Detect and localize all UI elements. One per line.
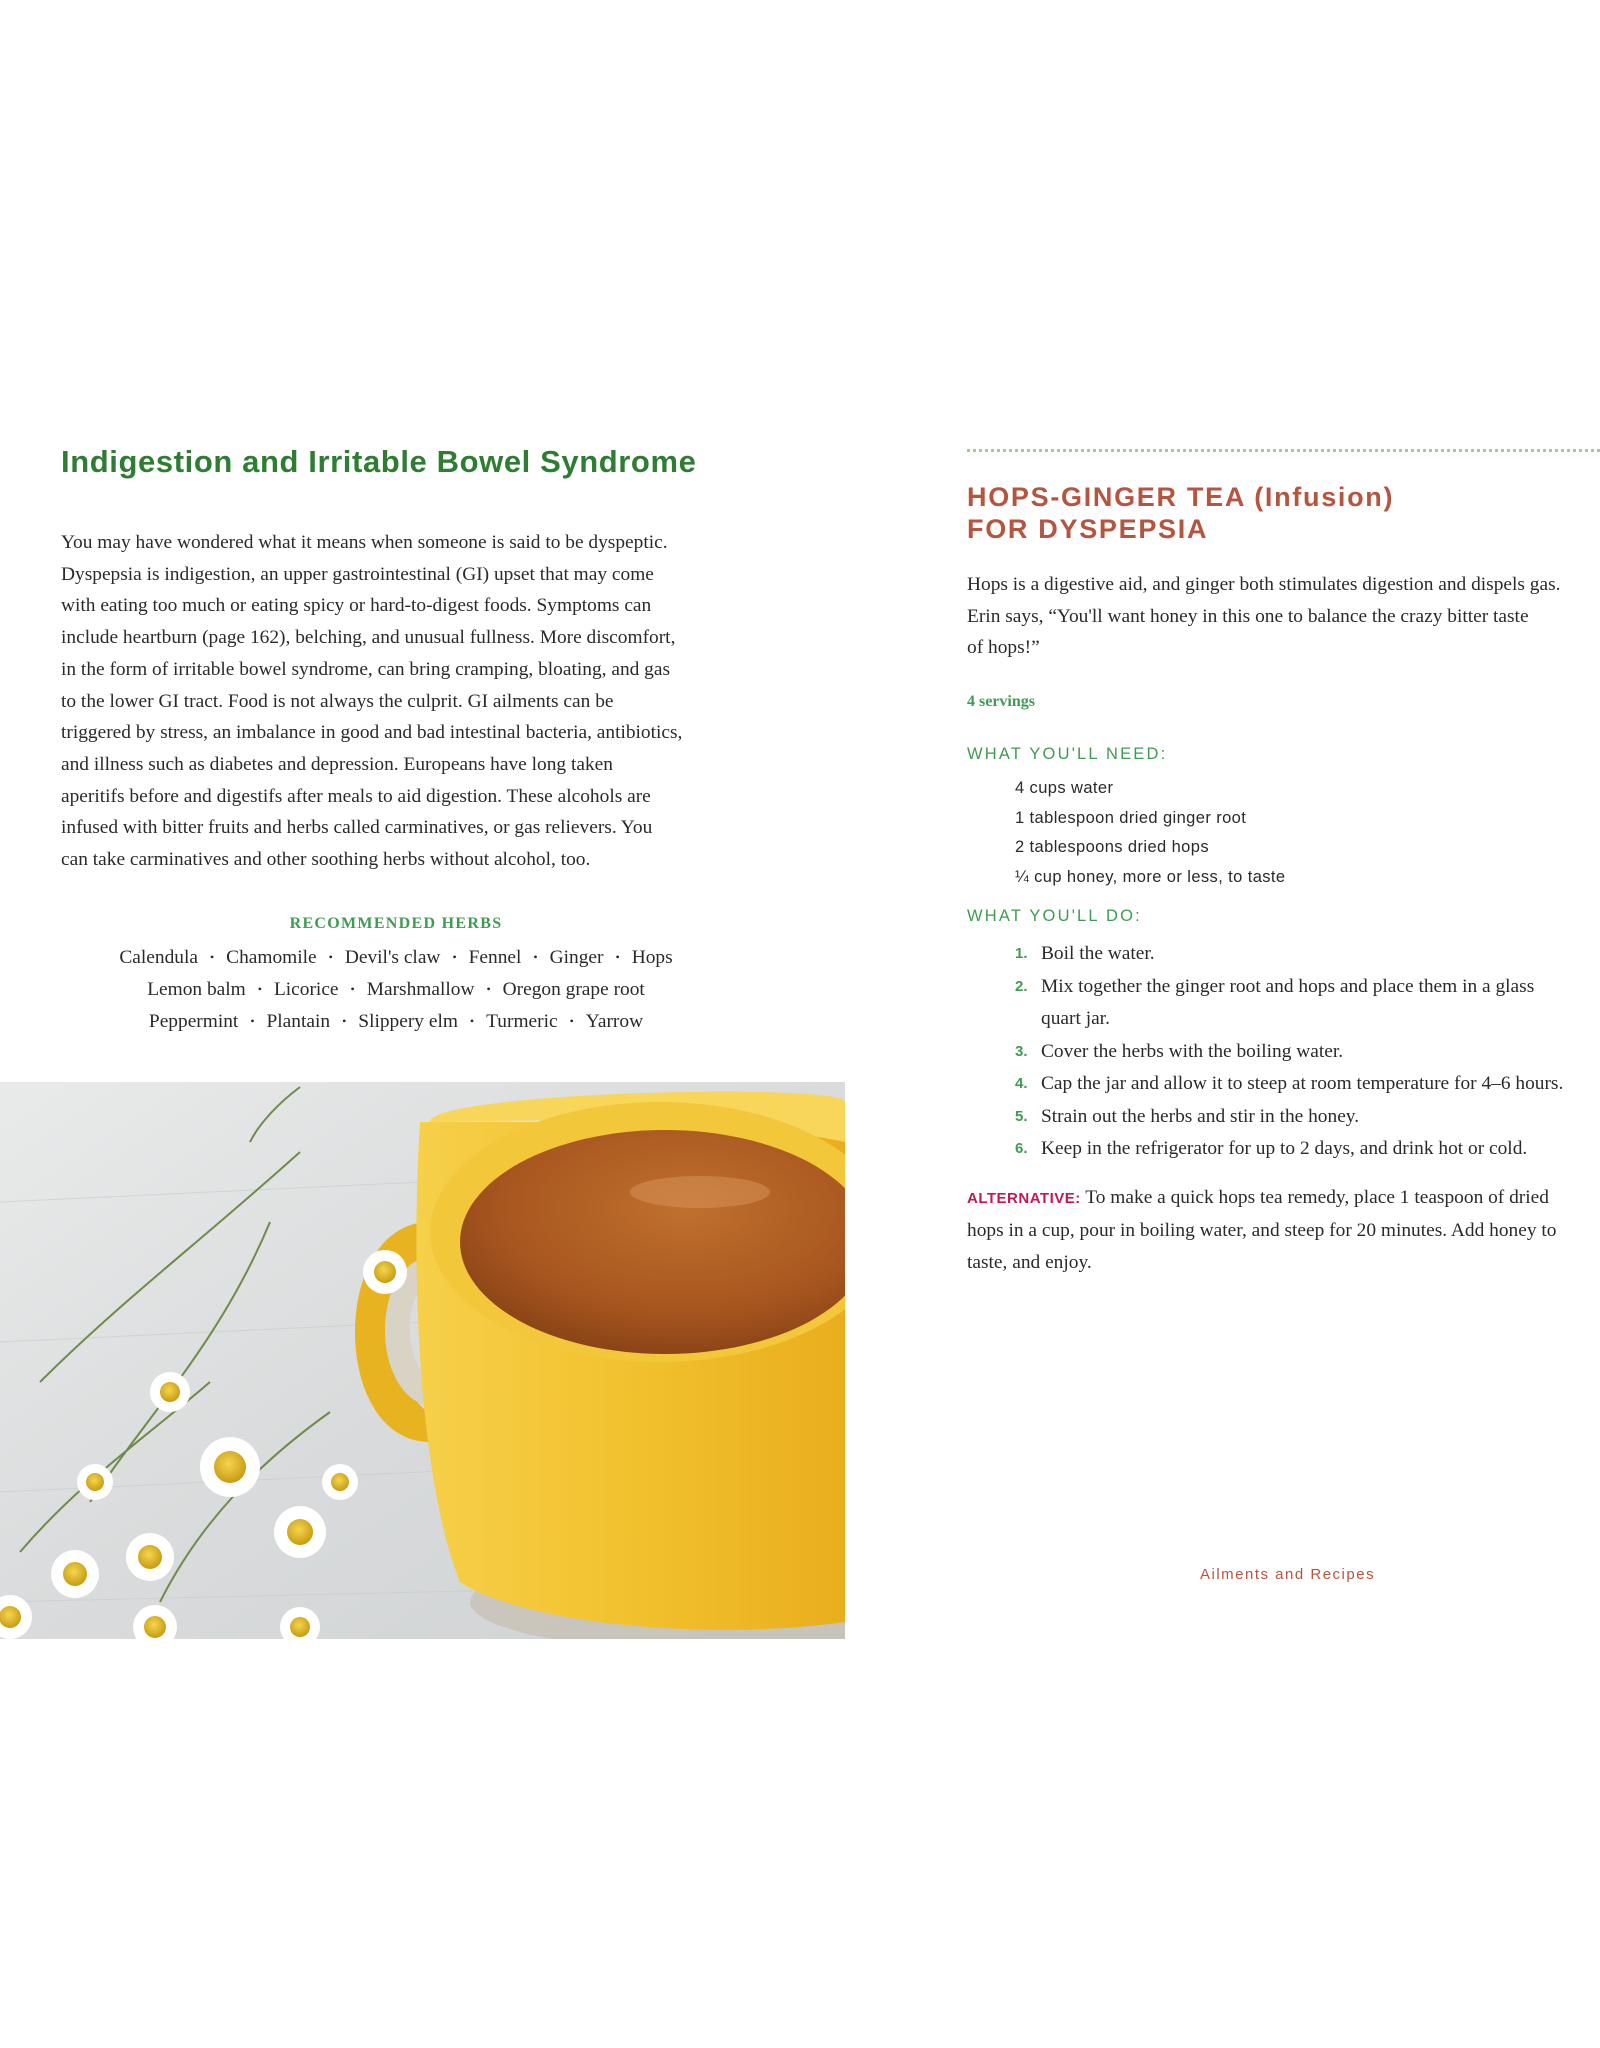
herb-separator: • bbox=[250, 1014, 255, 1028]
step-number: 5. bbox=[1015, 1107, 1028, 1125]
recipe-intro-line: Erin says, “You'll want honey in this one to balance the crazy bitter taste bbox=[967, 605, 1529, 627]
herb-separator: • bbox=[328, 950, 333, 964]
herb-separator: • bbox=[350, 982, 355, 996]
what-youll-need-label: WHAT YOU'LL NEED: bbox=[967, 745, 1168, 763]
intro-line: infused with bitter fruits and herbs called carminatives, or gas relievers. You bbox=[61, 817, 653, 839]
step-text: Strain out the herbs and stir in the honey. bbox=[1041, 1105, 1360, 1127]
intro-line: and illness such as diabetes and depression. Europeans have long taken bbox=[61, 753, 613, 775]
herb-separator: • bbox=[342, 1014, 347, 1028]
intro-line: to the lower GI tract. Food is not always the culprit. GI ailments can be bbox=[61, 690, 614, 712]
step-number: 1. bbox=[1015, 945, 1028, 962]
alternative-label: ALTERNATIVE: bbox=[967, 1190, 1081, 1207]
herb-name: Hops bbox=[631, 947, 673, 968]
ingredient-item: 2 tablespoons dried hops bbox=[1015, 838, 1209, 856]
herb-name: Fennel bbox=[468, 947, 522, 968]
step-text: Mix together the ginger root and hops and place them in a glass bbox=[1041, 975, 1535, 997]
herb-separator: • bbox=[469, 1014, 475, 1028]
step-text: quart jar. bbox=[1041, 1008, 1110, 1029]
step-number: 3. bbox=[1015, 1042, 1028, 1060]
dotted-divider bbox=[967, 449, 1600, 452]
recipe-intro bbox=[967, 569, 1600, 664]
step-item bbox=[1015, 1036, 1600, 1069]
step-item bbox=[1015, 971, 1600, 1036]
step-item bbox=[1015, 1068, 1600, 1101]
ingredient-list bbox=[1015, 774, 1286, 892]
servings-label: 4 servings bbox=[967, 693, 1035, 710]
herb-name: Yarrow bbox=[585, 1011, 644, 1032]
recipe-title-line-1: HOPS-GINGER TEA (Infusion) bbox=[967, 482, 1395, 512]
step-number: 6. bbox=[1015, 1140, 1028, 1157]
herb-separator: • bbox=[257, 982, 262, 996]
intro-line: Dyspepsia is indigestion, an upper gastrointestinal (GI) upset that may come bbox=[61, 563, 654, 585]
herb-separator: • bbox=[615, 950, 620, 964]
ingredient-item: ¼ cup honey, more or less, to taste bbox=[1015, 867, 1286, 886]
herb-name: Slippery elm bbox=[358, 1011, 458, 1032]
herb-separator: • bbox=[486, 982, 491, 996]
intro-line: include heartburn (page 162), belching, and unusual fullness. More discomfort, bbox=[61, 627, 676, 649]
herb-name: Ginger bbox=[549, 947, 604, 968]
recipe-title bbox=[967, 481, 1600, 545]
recipe-intro-line: of hops!” bbox=[967, 637, 1040, 659]
alternative-line: To make a quick hops tea remedy, place 1 teaspoon of dried bbox=[1080, 1187, 1549, 1208]
tea-cup-photo bbox=[0, 1082, 845, 1639]
step-text: Cap the jar and allow it to steep at room temperature for 4–6 hours. bbox=[1041, 1073, 1564, 1094]
recipe-title-line-2: FOR DYSPEPSIA bbox=[967, 514, 1209, 544]
herb-name: Devil's claw bbox=[344, 947, 441, 968]
intro-line: with eating too much or eating spicy or hard-to-digest foods. Symptoms can bbox=[61, 595, 652, 617]
herb-separator: • bbox=[569, 1014, 574, 1028]
intro-line: aperitifs before and digestifs after meals to aid digestion. These alcohols are bbox=[61, 785, 651, 807]
step-item bbox=[1015, 1101, 1600, 1134]
herb-name: Calendula bbox=[119, 947, 198, 968]
alternative-note bbox=[967, 1182, 1600, 1279]
alternative-line: taste, and enjoy. bbox=[967, 1252, 1092, 1273]
herb-row bbox=[61, 977, 731, 1002]
step-number: 2. bbox=[1015, 977, 1028, 995]
step-number: 4. bbox=[1015, 1075, 1028, 1092]
what-youll-do-label: WHAT YOU'LL DO: bbox=[967, 907, 1142, 925]
step-list bbox=[1015, 938, 1600, 1166]
ingredient-item: 4 cups water bbox=[1015, 779, 1114, 797]
herb-row bbox=[61, 1009, 731, 1034]
herb-row bbox=[61, 945, 731, 970]
step-item bbox=[1015, 1133, 1600, 1166]
intro-paragraph bbox=[61, 527, 731, 876]
alternative-line: hops in a cup, pour in boiling water, and steep for 20 minutes. Add honey to bbox=[967, 1220, 1557, 1241]
herb-name: Marshmallow bbox=[366, 979, 475, 1000]
herb-separator: • bbox=[533, 950, 538, 964]
step-text: Boil the water. bbox=[1041, 943, 1155, 964]
recommended-herbs-heading: RECOMMENDED HERBS bbox=[289, 915, 503, 932]
herb-name: Peppermint bbox=[148, 1011, 239, 1032]
herb-name: Oregon grape root bbox=[502, 979, 645, 1000]
intro-line: You may have wondered what it means when someone is said to be dyspeptic. bbox=[61, 532, 668, 553]
herb-name: Chamomile bbox=[226, 947, 317, 968]
step-item bbox=[1015, 938, 1600, 971]
intro-line: in the form of irritable bowel syndrome, can bring cramping, bloating, and gas bbox=[61, 658, 671, 680]
intro-line: triggered by stress, an imbalance in good and bad intestinal bacteria, antibiotics, bbox=[61, 722, 683, 744]
herb-name: Lemon balm bbox=[147, 979, 246, 1000]
herb-name: Turmeric bbox=[486, 1011, 558, 1032]
recipe-intro-line: Hops is a digestive aid, and ginger both stimulates digestion and dispels gas. bbox=[967, 574, 1561, 595]
intro-line: can take carminatives and other soothing herbs without alcohol, too. bbox=[61, 849, 591, 871]
step-text: Keep in the refrigerator for up to 2 days, and drink hot or cold. bbox=[1041, 1138, 1528, 1159]
herb-separator: • bbox=[452, 950, 457, 964]
step-text: Cover the herbs with the boiling water. bbox=[1041, 1040, 1344, 1062]
ingredient-item: 1 tablespoon dried ginger root bbox=[1015, 808, 1247, 827]
herb-separator: • bbox=[209, 950, 215, 964]
herb-name: Plantain bbox=[266, 1011, 331, 1032]
running-footer: Ailments and Recipes bbox=[1200, 1566, 1376, 1583]
herb-name: Licorice bbox=[273, 979, 339, 1000]
section-heading: Indigestion and Irritable Bowel Syndrome bbox=[61, 444, 697, 479]
